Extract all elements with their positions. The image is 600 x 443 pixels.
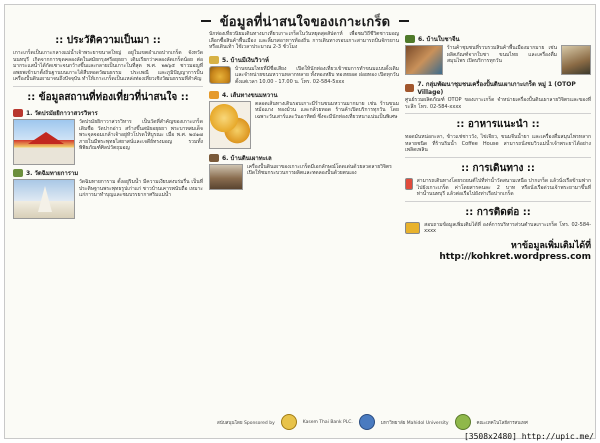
travel-block xyxy=(405,178,591,198)
history-heading: :: ประวัติความเป็นมา :: xyxy=(55,35,161,46)
column-right xyxy=(405,31,591,262)
place6-heading xyxy=(405,34,591,44)
contact-heading: :: การติดต่อ :: xyxy=(465,206,531,218)
brochure-page xyxy=(4,4,596,439)
pagoda-photo xyxy=(13,179,75,219)
place4-text: ตลอดเส้นทางเดินรอบเกาะมีร้านขนมหวานมากมาย เช่น ร้านขนมหม้อแกง ทองม้วน และกล้วยทอด ร้านค้าเปิดบริการทุกวัน โดยเฉพาะวันเสาร์และวันอาทิตย์ ซึ่งจะมีนักท่องเที่ยวหนาแน่นเป็นพิเศษ xyxy=(255,100,399,120)
pottery-house-photo xyxy=(209,164,243,190)
contact-text: สอบถามข้อมูลเพิ่มเติมได้ที่ องค์การบริหารส่วนตำบลเกาะเกร็ด โทร. 02-584-xxxx xyxy=(424,221,591,235)
place5-heading xyxy=(209,153,399,163)
place1-heading xyxy=(13,108,203,118)
place6-block xyxy=(405,45,591,75)
places-heading: :: ข้อมูลสถานที่ท่องเที่ยวที่น่าสนใจ :: xyxy=(27,91,189,103)
place6-title: 6. บ้านใบชาจีน xyxy=(418,36,460,43)
food-heading: :: อาหารแนะนำ :: xyxy=(456,119,540,131)
more-info-url[interactable]: หาข้อมูลเพิ่มเติมได้ที่ http://kohkret.wordpress.com xyxy=(439,240,591,262)
divider xyxy=(13,86,203,87)
dessert-shop-photo xyxy=(209,66,231,84)
place2-text: วัดฉิมทายการาม ตั้งอยู่ริมน้ำ มีความเงียบสงบร่มรื่น เป็นที่ประดิษฐานพระพุทธรูปเก่าแก่ ชาวบ้านเคารพนับถือ เหมาะแก่การมาทำบุญและชมบรรยากาศริมแม่น้ำ xyxy=(79,178,203,199)
place1-block xyxy=(13,119,203,165)
place3-heading xyxy=(209,55,399,65)
pepper-icon xyxy=(405,222,420,234)
history-text: เกาะเกร็ดเป็นเกาะกลางแม่น้ำเจ้าพระยาขนาดใหญ่ อยู่ในเขตอำเภอปากเกร็ด จังหวัดนนทบุรี เกิดจากการขุดคลองลัดในสมัยกรุงศรีอยุธยา เดิมเรียกว่าคลองลัดเกร็ดน้อย ต่อมากระแสน้ำได้กัดเซาะจนกว้างขึ้นและกลายเป็นเกาะในที่สุด พ.ศ. ๒๒๖๕ ชาวมอญที่อพยพเข้ามาตั้งถิ่นฐานบนเกาะได้สืบทอดวัฒนธรรม ประเพณี และภูมิปัญญาการปั้นเครื่องปั้นดินเผามาจนถึงปัจจุบัน ทำให้เกาะเกร็ดเป็นแหล่งท่องเที่ยวเชิงวัฒนธรรมที่สำคัญ xyxy=(13,50,203,83)
travel-text: สามารถเดินทางโดยรถยนต์ไปที่ท่าน้ำวัดสนามเหนือ ปากเกร็ด แล้วนั่งเรือข้ามฟากไปยังเกาะเกร็ด ค่าโดยสารคนละ 2 บาท หรือนั่งเรือด่วนเจ้าพระยามาขึ้นที่ท่าน้ำนนทบุรี แล้วต่อเรือไปยังท่าเรือปากเกร็ด xyxy=(416,177,591,198)
place2-title: 3. วัดฉิมทายการาม xyxy=(26,169,79,177)
place2-heading xyxy=(13,168,203,178)
column-middle xyxy=(209,31,399,190)
vase-icon xyxy=(405,84,414,92)
food-text: ทอดมันหน่อกะลา, ข้าวแช่ชาววัง, ไข่เจียว, ขนมจีนน้ำยา และเครื่องดื่มสมุนไพรหลากหลายชนิด ที่ร้านริมน้ำ Coffee House สามารถนั่งชมวิวแม่น้ำเจ้าพระยาได้อย่างเพลิดเพลิน xyxy=(405,134,591,154)
page-title: ข้อมูลที่น่าสนใจของเกาะเกร็ด xyxy=(205,11,405,32)
place5-block xyxy=(209,164,399,190)
tree-icon xyxy=(13,169,23,177)
place7-text: ศูนย์รวมผลิตภัณฑ์ OTOP ของเกาะเกร็ด จำหน่ายเครื่องปั้นดินเผาลายวิจิตรและของที่ระลึก โทร. 02-584-xxxx xyxy=(405,97,591,110)
tea-leaf-icon xyxy=(405,35,415,43)
basket-icon xyxy=(209,56,219,64)
place3-title: 5. บ้านมีเงินวิวาห์ xyxy=(222,56,269,64)
faculty-logo-icon xyxy=(455,414,471,430)
car-icon xyxy=(405,178,413,190)
university-logo-icon xyxy=(359,414,375,430)
divider xyxy=(405,201,591,202)
place1-title: 1. วัดปรมัยยิกาวาสวรวิหาร xyxy=(26,109,98,117)
divider xyxy=(405,157,591,158)
place3-text: บ้านขนมไทยที่มีชื่อเสียง เปิดให้นักท่องเที่ยวเข้าชมการทำขนมแบบดั้งเดิม และจำหน่ายขนมหวานหลากหลาย ทั้งทองหยิบ ทองหยอด ฝอยทอง เปิดทุกวันตั้งแต่เวลา 10.00 - 17.00 น. โทร. 02-584-5xxx xyxy=(235,65,399,85)
sponsor-org2: มหาวิทยาลัย Mahidol University xyxy=(380,420,449,426)
place4-block xyxy=(209,101,399,149)
watermark: [3508x2480] http://upic.me/ xyxy=(463,432,594,441)
place4-title: 4. เส้นทางขนมหวาน xyxy=(222,91,278,99)
place1-text: วัดปรมัยยิกาวาสวรวิหาร เป็นวัดที่สำคัญของเกาะเกร็ด เดิมชื่อ วัดปากอ่าว สร้างขึ้นสมัยอยุธยา พระบาทสมเด็จพระจุลจอมเกล้าเจ้าอยู่หัวโปรดให้บูรณะ เมื่อ พ.ศ. ๒๔๑๗ ภายในมีพระพุทธไสยาสน์และเจดีย์ทรงมอญ รวมทั้งพิพิธภัณฑ์ศิลปวัตถุมอญ xyxy=(79,118,203,152)
place7-title: 7. กลุ่มพัฒนาชุมชนเครื่องปั้นดินเผาเกาะเกร็ด หมู่ 1 (OTOP Village) xyxy=(417,81,576,96)
place5-text: เครื่องปั้นดินเผาของเกาะเกร็ดมีเอกลักษณ์โดดเด่นด้วยลวดลายวิจิตร เปิดให้ชมกระบวนการผลิตและทดลองปั้นด้วยตนเอง xyxy=(247,163,392,177)
sponsor-org3: คณะเทคโนโลยีสารสนเทศ xyxy=(476,420,528,426)
travel-heading: :: การเดินทาง :: xyxy=(461,162,535,174)
place2-block xyxy=(13,179,203,219)
sponsor-logo-icon xyxy=(281,414,297,430)
market-photo-2 xyxy=(561,45,591,75)
place4-heading xyxy=(209,90,399,100)
divider xyxy=(405,113,591,114)
place7-heading xyxy=(405,79,591,96)
market-photo-1 xyxy=(405,45,443,75)
thai-dessert-photo xyxy=(209,101,251,149)
sponsored-label: สนับสนุนโดย Sponsored by xyxy=(217,420,275,426)
temple-icon xyxy=(13,109,23,117)
intro-text: นักท่องเที่ยวนิยมเดินทางมาเที่ยวเกาะเกร็ดในวันหยุดสุดสัปดาห์ เพื่อชมวิถีชีวิตชาวมอญ เลือกซื้อสินค้าพื้นเมือง และลิ้มรสอาหารท้องถิ่น การเดินทางรอบเกาะสามารถปั่นจักรยานหรือเดินเท้า ใช้เวลาประมาณ 2-3 ชั่วโมง xyxy=(209,31,399,51)
contact-block xyxy=(405,222,591,235)
place5-title: 6. บ้านดินเผาทะเล xyxy=(222,154,272,162)
pottery-icon xyxy=(209,154,219,162)
sponsor-org1: Kasem Thai Bank PLC. xyxy=(302,419,353,425)
temple-photo xyxy=(13,119,75,165)
star-dessert-icon xyxy=(209,91,219,99)
place3-block xyxy=(209,66,399,86)
place6-text: ร้านค้าชุมชนที่รวบรวมสินค้าพื้นเมืองมากมาย เช่น ผลิตภัณฑ์จากใบชา ขนมไทย และเครื่องดื่มสมุนไพร เปิดบริการทุกวัน xyxy=(447,45,557,65)
column-left xyxy=(13,31,203,219)
